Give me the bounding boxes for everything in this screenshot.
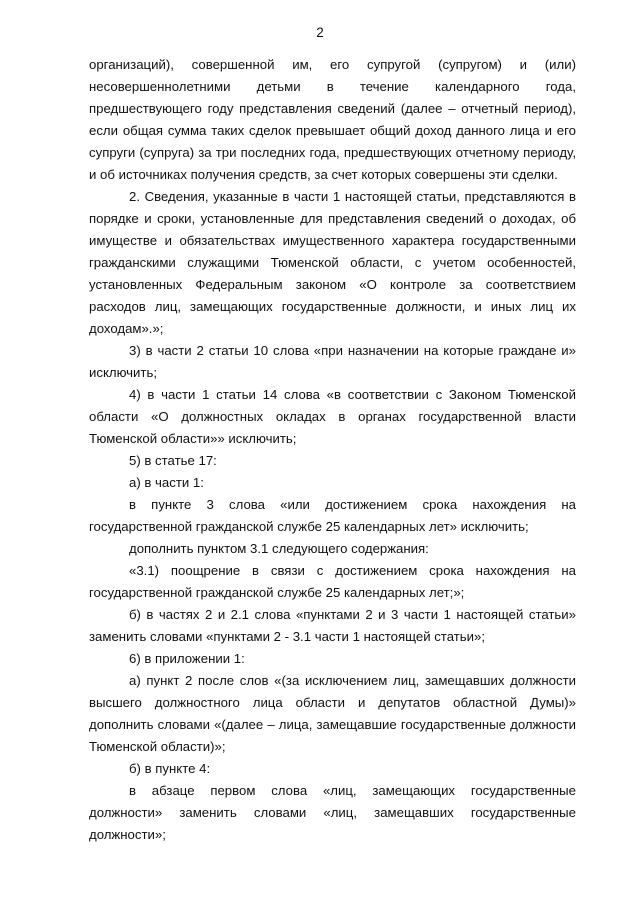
paragraph-9: «3.1) поощрение в связи с достижением срока нахождения на государственной гражданской службе 25 календарных лет;»; — [89, 563, 576, 600]
paragraph-5: 5) в статье 17: — [129, 453, 217, 468]
paragraph-11: 6) в приложении 1: — [129, 651, 245, 666]
document-body — [89, 54, 576, 846]
paragraph-10: б) в частях 2 и 2.1 слова «пунктами 2 и 3 части 1 настоящей статьи» заменить словами «пунктами 2 - 3.1 части 1 настоящей статьи»; — [89, 607, 576, 644]
paragraph-8: дополнить пунктом 3.1 следующего содержания: — [129, 541, 429, 556]
paragraph-6: а) в части 1: — [129, 475, 204, 490]
paragraph-13: б) в пункте 4: — [129, 761, 211, 776]
paragraph-2: 2. Сведения, указанные в части 1 настоящей статьи, представляются в порядке и сроки, установленные для представления сведений о доходах, об имуществе и обязательствах имущественного характера государственными гражданскими служащими Тюменской области, с учетом особенностей, установленных Федеральным законом «О контроле за соответствием расходов лиц, замещающих государственные должности, и иных лиц их доходам».»; — [89, 189, 576, 336]
page-number: 2 — [316, 25, 324, 40]
paragraph-1: организаций), совершенной им, его супругой (супругом) и (или) несовершеннолетними детьми в течение календарного года, предшествующего году представления сведений (далее – отчетный период), если общая сумма таких сделок превышает общий доход данного лица и его супруги (супруга) за три последних года, предшествующих отчетному периоду, и об источниках получения средств, за счет которых совершены эти сделки. — [89, 57, 576, 182]
paragraph-7: в пункте 3 слова «или достижением срока нахождения на государственной гражданской службе 25 календарных лет» исключить; — [89, 497, 576, 534]
paragraph-3: 3) в части 2 статьи 10 слова «при назначении на которые граждане и» исключить; — [89, 343, 576, 380]
paragraph-12: а) пункт 2 после слов «(за исключением лиц, замещавших должности высшего должностного лица области и депутатов областной Думы)» дополнить словами «(далее – лица, замещавшие государственные должности Тюменской области)»; — [89, 673, 576, 754]
paragraph-4: 4) в части 1 статьи 14 слова «в соответствии с Законом Тюменской области «О должностных окладах в органах государственной власти Тюменской области»» исключить; — [89, 387, 576, 446]
paragraph-14: в абзаце первом слова «лиц, замещающих государственные должности» заменить словами «лиц, замещавших государственные должности»; — [89, 783, 576, 842]
